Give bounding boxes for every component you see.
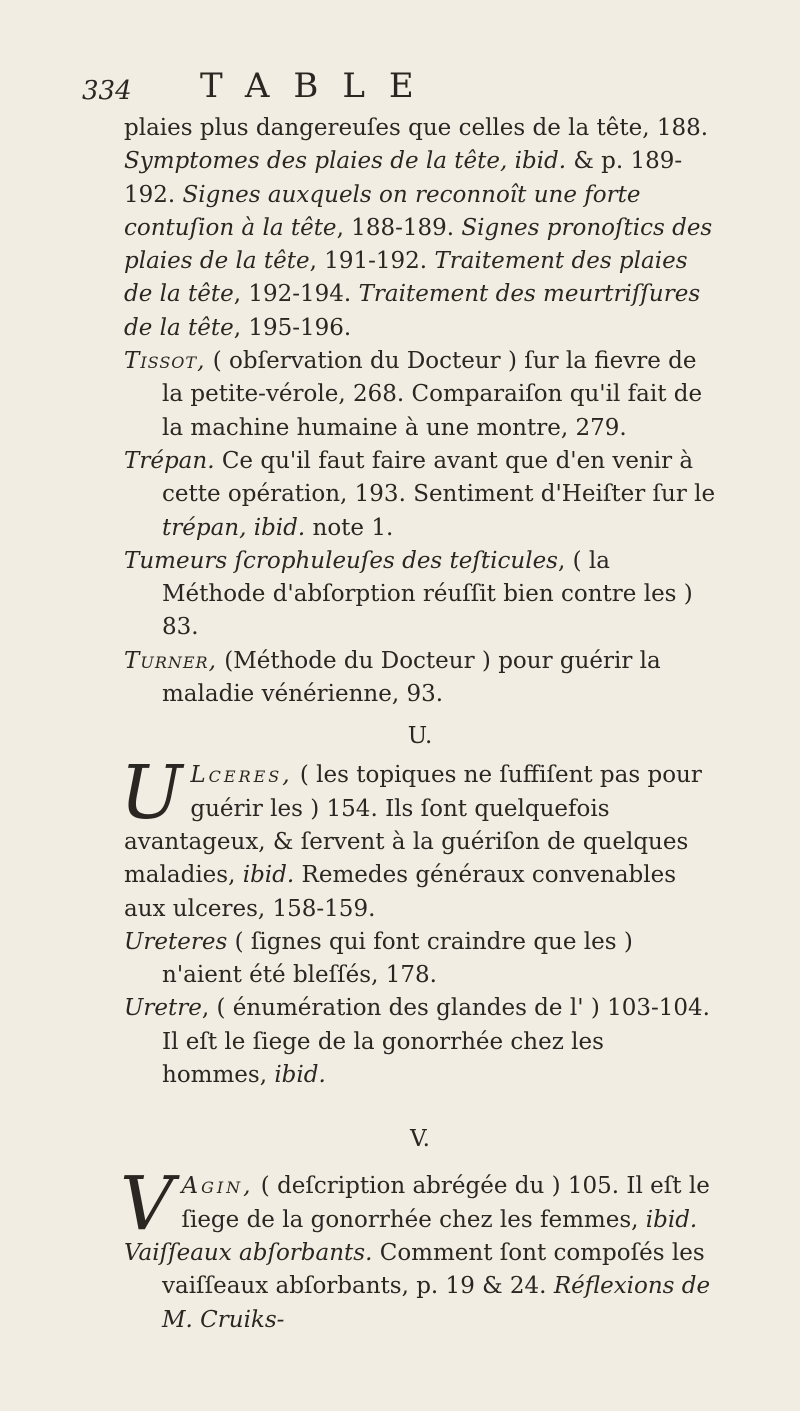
index-entry-tissot: Tissot, ( obſervation du Docteur ) ſur la fievre de la petite-vérole, 268. Comparaiſon qu'il fait de la machine humaine à une montre, 279. — [124, 348, 703, 441]
section-heading-u: U. — [407, 723, 433, 750]
entry-headword: Tissot, — [124, 348, 206, 375]
page-header — [82, 66, 702, 106]
drop-cap: U — [120, 750, 183, 837]
index-entry-turner: Turner, (Méthode du Docteur ) pour guérir la maladie vénérienne, 93. — [124, 647, 661, 708]
entry-headword: Tumeurs ſcrophuleuſes des teſticules — [124, 547, 558, 574]
index-entry-uretre: Uretre, ( énumération des glandes de l' ) 103-104. Il eſt le ſiege de la gonorrhée chez les hommes, ibid. — [124, 995, 710, 1089]
index-entry-plaies: plaies plus dangereuſes que celles de la tête, 188. Symptomes des plaies de la tête, ibid. & p. 189-192. Signes auxquels on reconnoît une forte contuſion à la tête, 188-189. Signes pronoſtics des plaies de la tête, 191-192. Traitement des plaies de la tête, 192-194. Traitement des meurtriſſures de la tête, 195-196. — [124, 115, 713, 341]
section-heading-v: V. — [410, 1126, 430, 1153]
entry-headword: Agin, — [181, 1173, 254, 1200]
entry-headword: Lceres, — [190, 762, 293, 789]
drop-cap: V — [120, 1161, 174, 1248]
index-entry-vagin: V Agin, ( deſcription abrégée du ) 105. Il eſt le ſiege de la gonorrhée chez les femmes, ibid. — [120, 1161, 710, 1248]
page-number: 334 — [82, 76, 132, 106]
entry-headword: Ureteres — [124, 928, 228, 955]
index-entry-ulceres: U Lceres, ( les topiques ne ſuffiſent pas pour guérir les ) 154. Ils ſont quelquefois avantageux, & ſervent à la guériſon de quelques maladies, ibid. Remedes généraux convenables aux ulceres, 158-159. — [120, 750, 702, 922]
index-body — [120, 112, 716, 1337]
running-title: TABLE — [200, 66, 438, 106]
entry-headword: Vaiſſeaux abſorbants. — [124, 1239, 373, 1266]
index-entry-ureteres: Ureteres ( ſignes qui font craindre que les ) n'aient été bleſſés, 178. — [124, 928, 633, 989]
entry-headword: Uretre — [124, 995, 202, 1022]
entry-headword: Turner, — [124, 647, 217, 674]
index-entry-trepan: Trépan. Ce qu'il faut faire avant que d'en venir à cette opération, 193. Sentiment d'Heiſter ſur le trépan, ibid. note 1. — [124, 447, 716, 541]
entry-headword: Trépan. — [124, 447, 215, 474]
index-entry-tumeurs: Tumeurs ſcrophuleuſes des teſticules, ( la Méthode d'abſorption réuſſit bien contre les ) 83. — [124, 547, 693, 641]
index-entry-vaisseaux: Vaiſſeaux abſorbants. Comment ſont compoſés les vaiſſeaux abſorbants, p. 19 & 24. Réflexions de M. Cruiks- — [124, 1239, 711, 1333]
